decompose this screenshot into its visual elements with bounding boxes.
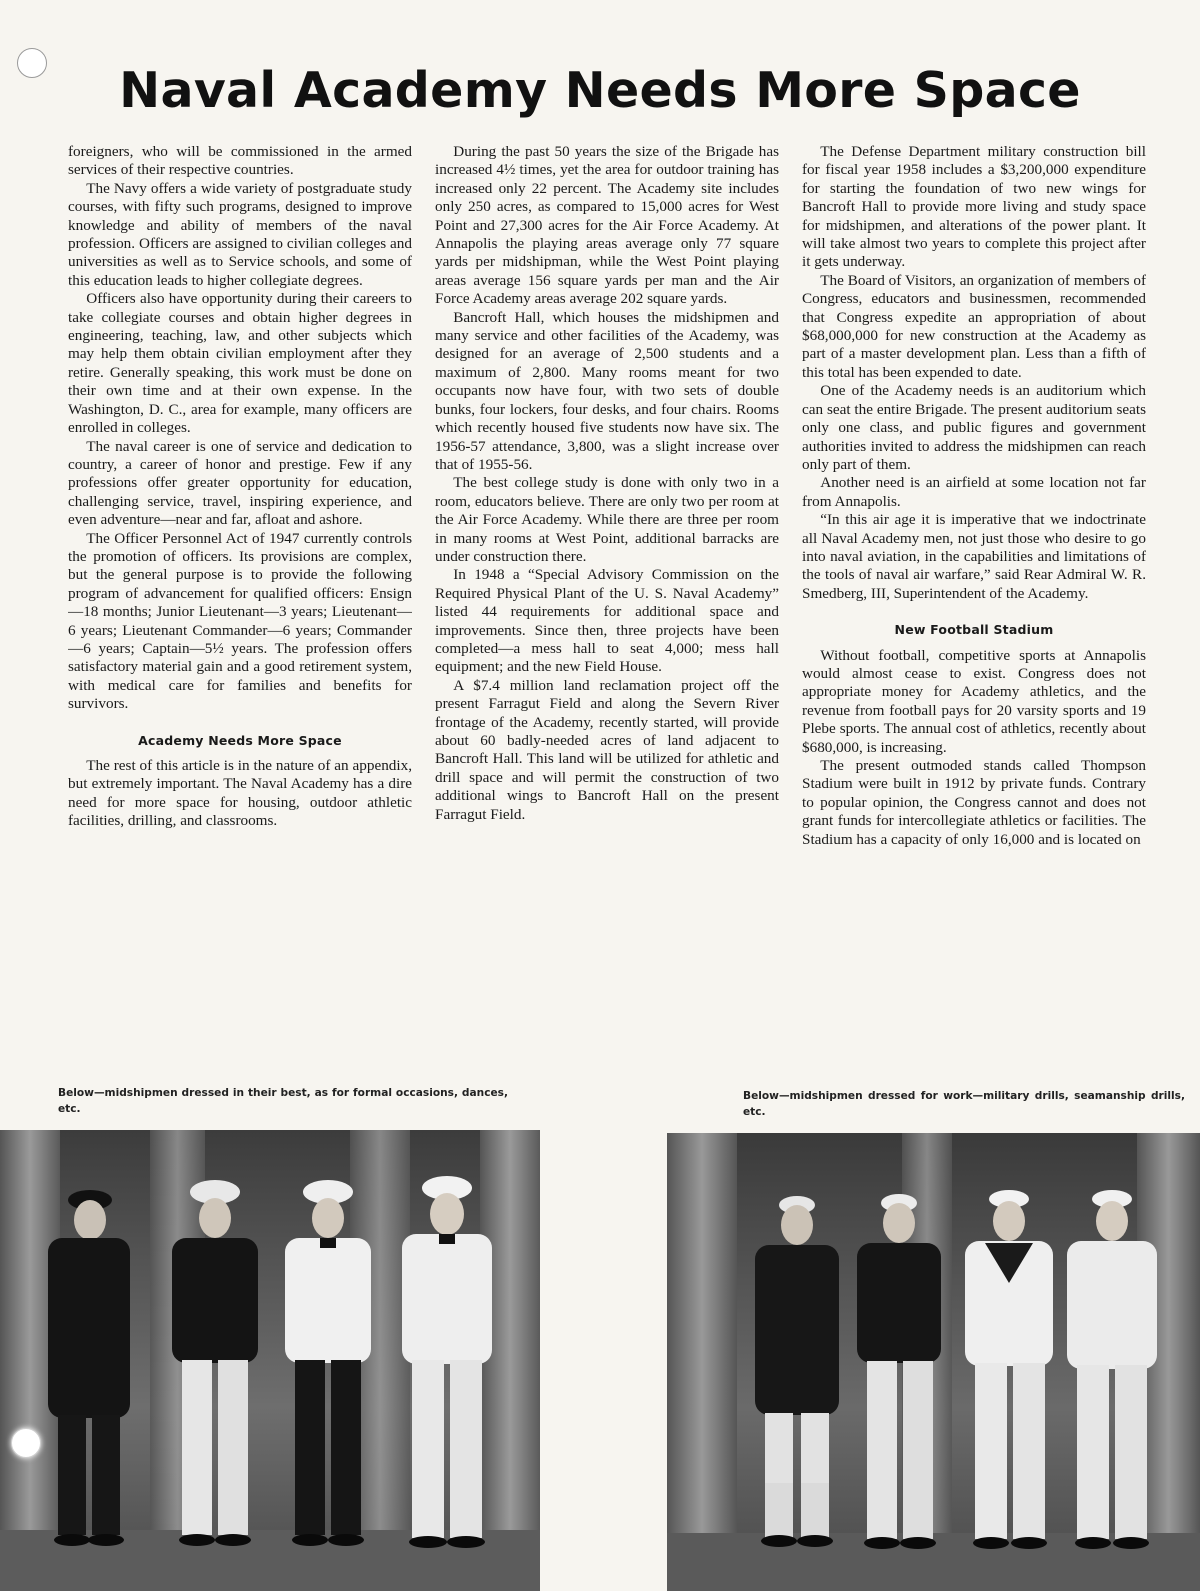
paragraph: foreigners, who will be commissioned in the armed services of their respective countries. [68,143,412,179]
punch-hole-icon [11,1428,41,1458]
paragraph: The naval career is one of service and dedication to country, a career of honor and prestige. Few if any professions offer greater opportunity for education, challenging service, travel, inspiring experience, and even adventure—near and far, afloat and ashore. [68,437,412,529]
photo-caption-right: Below—midshipmen dressed for work—military drills, seamanship drills, etc. [743,1090,1185,1118]
paragraph: The Officer Personnel Act of 1947 currently controls the promotion of officers. Its provisions are complex, but the general purpose is to provide the following program of advancement for qualified officers: Ensign—18 months; Junior Lieutenant—3 years; Lieutenant—6 years; Lieutenant Commander—6 years; Commander—6 years; Captain—5½ years. The profession offers satisfactory material gain and a good retirement system, with medical care for families and benefits for survivors. [68,529,412,713]
paragraph: A $7.4 million land reclamation project off the present Farragut Field and along the Severn River frontage of the Academy, recently started, will provide about 60 badly-needed acres of land adjacent to Bancroft Hall. This land will be utilized for athletic and drill space and will permit the construction of two additional wings to Bancroft Hall on the present Farragut Field. [435,676,779,823]
paragraph: One of the Academy needs is an auditorium which can seat the entire Brigade. The present auditorium seats only one class, and public figures and government authorities invited to address the midshipmen can reach only part of them. [802,382,1146,473]
article-columns [68,143,1146,1058]
photo-formal-dress [0,1130,540,1591]
column-1 [68,143,412,1058]
page-title: Naval Academy Needs More Space [119,62,1081,119]
paragraph: Officers also have opportunity during their careers to take collegiate courses and obtain higher degrees in engineering, teaching, law, and other subjects which may help them obtain civilian employment after they retire. Generally speaking, this work must be done on their own time and at their own expense. In the Washington, D. C., area for example, many officers are enrolled in colleges. [68,290,412,437]
column-3 [802,143,1146,1058]
section-subhead: Academy Needs More Space [138,732,342,748]
paragraph: The Navy offers a wide variety of postgraduate study courses, with fifty such programs, designed to improve knowledge and ability of members of the naval profession. Officers are assigned to civilian colleges and universities as well as to Service schools, and some of this education leads to higher collegiate degrees. [68,179,412,289]
paragraph: The rest of this article is in the nature of an appendix, but extremely important. The Naval Academy has a dire need for more space for housing, outdoor athletic facilities, drilling, and classrooms. [68,757,412,830]
paragraph: The Board of Visitors, an organization of members of Congress, educators and businessmen, recommended that Congress expedite an appropriation of about $68,000,000 for new construction at the Academy as part of a master development plan. Less than a fifth of this total has been expended to date. [802,271,1146,381]
work-dress-photo-image [667,1133,1200,1591]
paragraph: The best college study is done with only two in a room, educators believe. There are only two per room at the Air Force Academy. While there are three per room in many rooms at West Point, additional barracks are under construction there. [435,474,779,565]
paragraph: Without football, competitive sports at Annapolis would almost cease to exist. Congress does not appropriate money for Academy athletics, and the revenue from football pays for 20 varsity sports and 19 Plebe sports. The annual cost of athletics, recently about $680,000, is increasing. [802,646,1146,756]
paragraph: The Defense Department military construction bill for fiscal year 1958 includes a $3,200,000 expenditure for starting the foundation of two new wings for Bancroft Hall to provide more living and study space for midshipmen, and alterations of the power plant. It will take almost two years to complete this project after it gets underway. [802,143,1146,271]
paragraph: Another need is an airfield at some location not far from Annapolis. [802,474,1146,510]
paragraph: During the past 50 years the size of the Brigade has increased 4½ times, yet the area for outdoor training has increased only 22 percent. The Academy site includes only 250 acres, as compared to 15,000 acres for West Point and 27,300 acres for the Air Force Academy. At Annapolis the playing areas average only 77 square yards per midshipman, while the West Point playing areas average 156 square yards per man and the Air Force Academy areas average 202 square yards. [435,143,779,308]
column-2 [435,143,779,1058]
paragraph: In 1948 a “Special Advisory Commission on the Required Physical Plant of the U. S. Naval Academy” listed 44 requirements for additional space and improvements. Since then, three projects have been completed—a mess hall to seat 4,000; mess hall equipment; and the new Field House. [435,566,779,676]
photo-caption-left: Below—midshipmen dressed in their best, as for formal occasions, dances, etc. [58,1087,508,1115]
paragraph: “In this air age it is imperative that we indoctrinate all Naval Academy men, not just those who desire to go into naval aviation, in the capabilities and limitations of the tools of naval air warfare,” said Rear Admiral W. R. Smedberg, III, Superintendent of the Academy. [802,511,1146,602]
section-subhead: New Football Stadium [894,622,1054,638]
paragraph: The present outmoded stands called Thompson Stadium were built in 1912 by private funds. Contrary to popular opinion, the Congress cannot and does not grant funds for intercollegiate athletics or facilities. The Stadium has a capacity of only 16,000 and is located on [802,757,1146,848]
formal-dress-photo-image [0,1130,540,1591]
photo-work-dress [667,1133,1200,1591]
paragraph: Bancroft Hall, which houses the midshipmen and many service and other facilities of the Academy, was designed for an average of 2,500 students and a maximum of 2,800. Many rooms meant for two occupants now have four, with two sets of double bunks, four lockers, four desks, and four chairs. Rooms which recently housed five students now have six. The 1956-57 attendance, 3,800, was a slight increase over that of 1955-56. [435,308,779,473]
